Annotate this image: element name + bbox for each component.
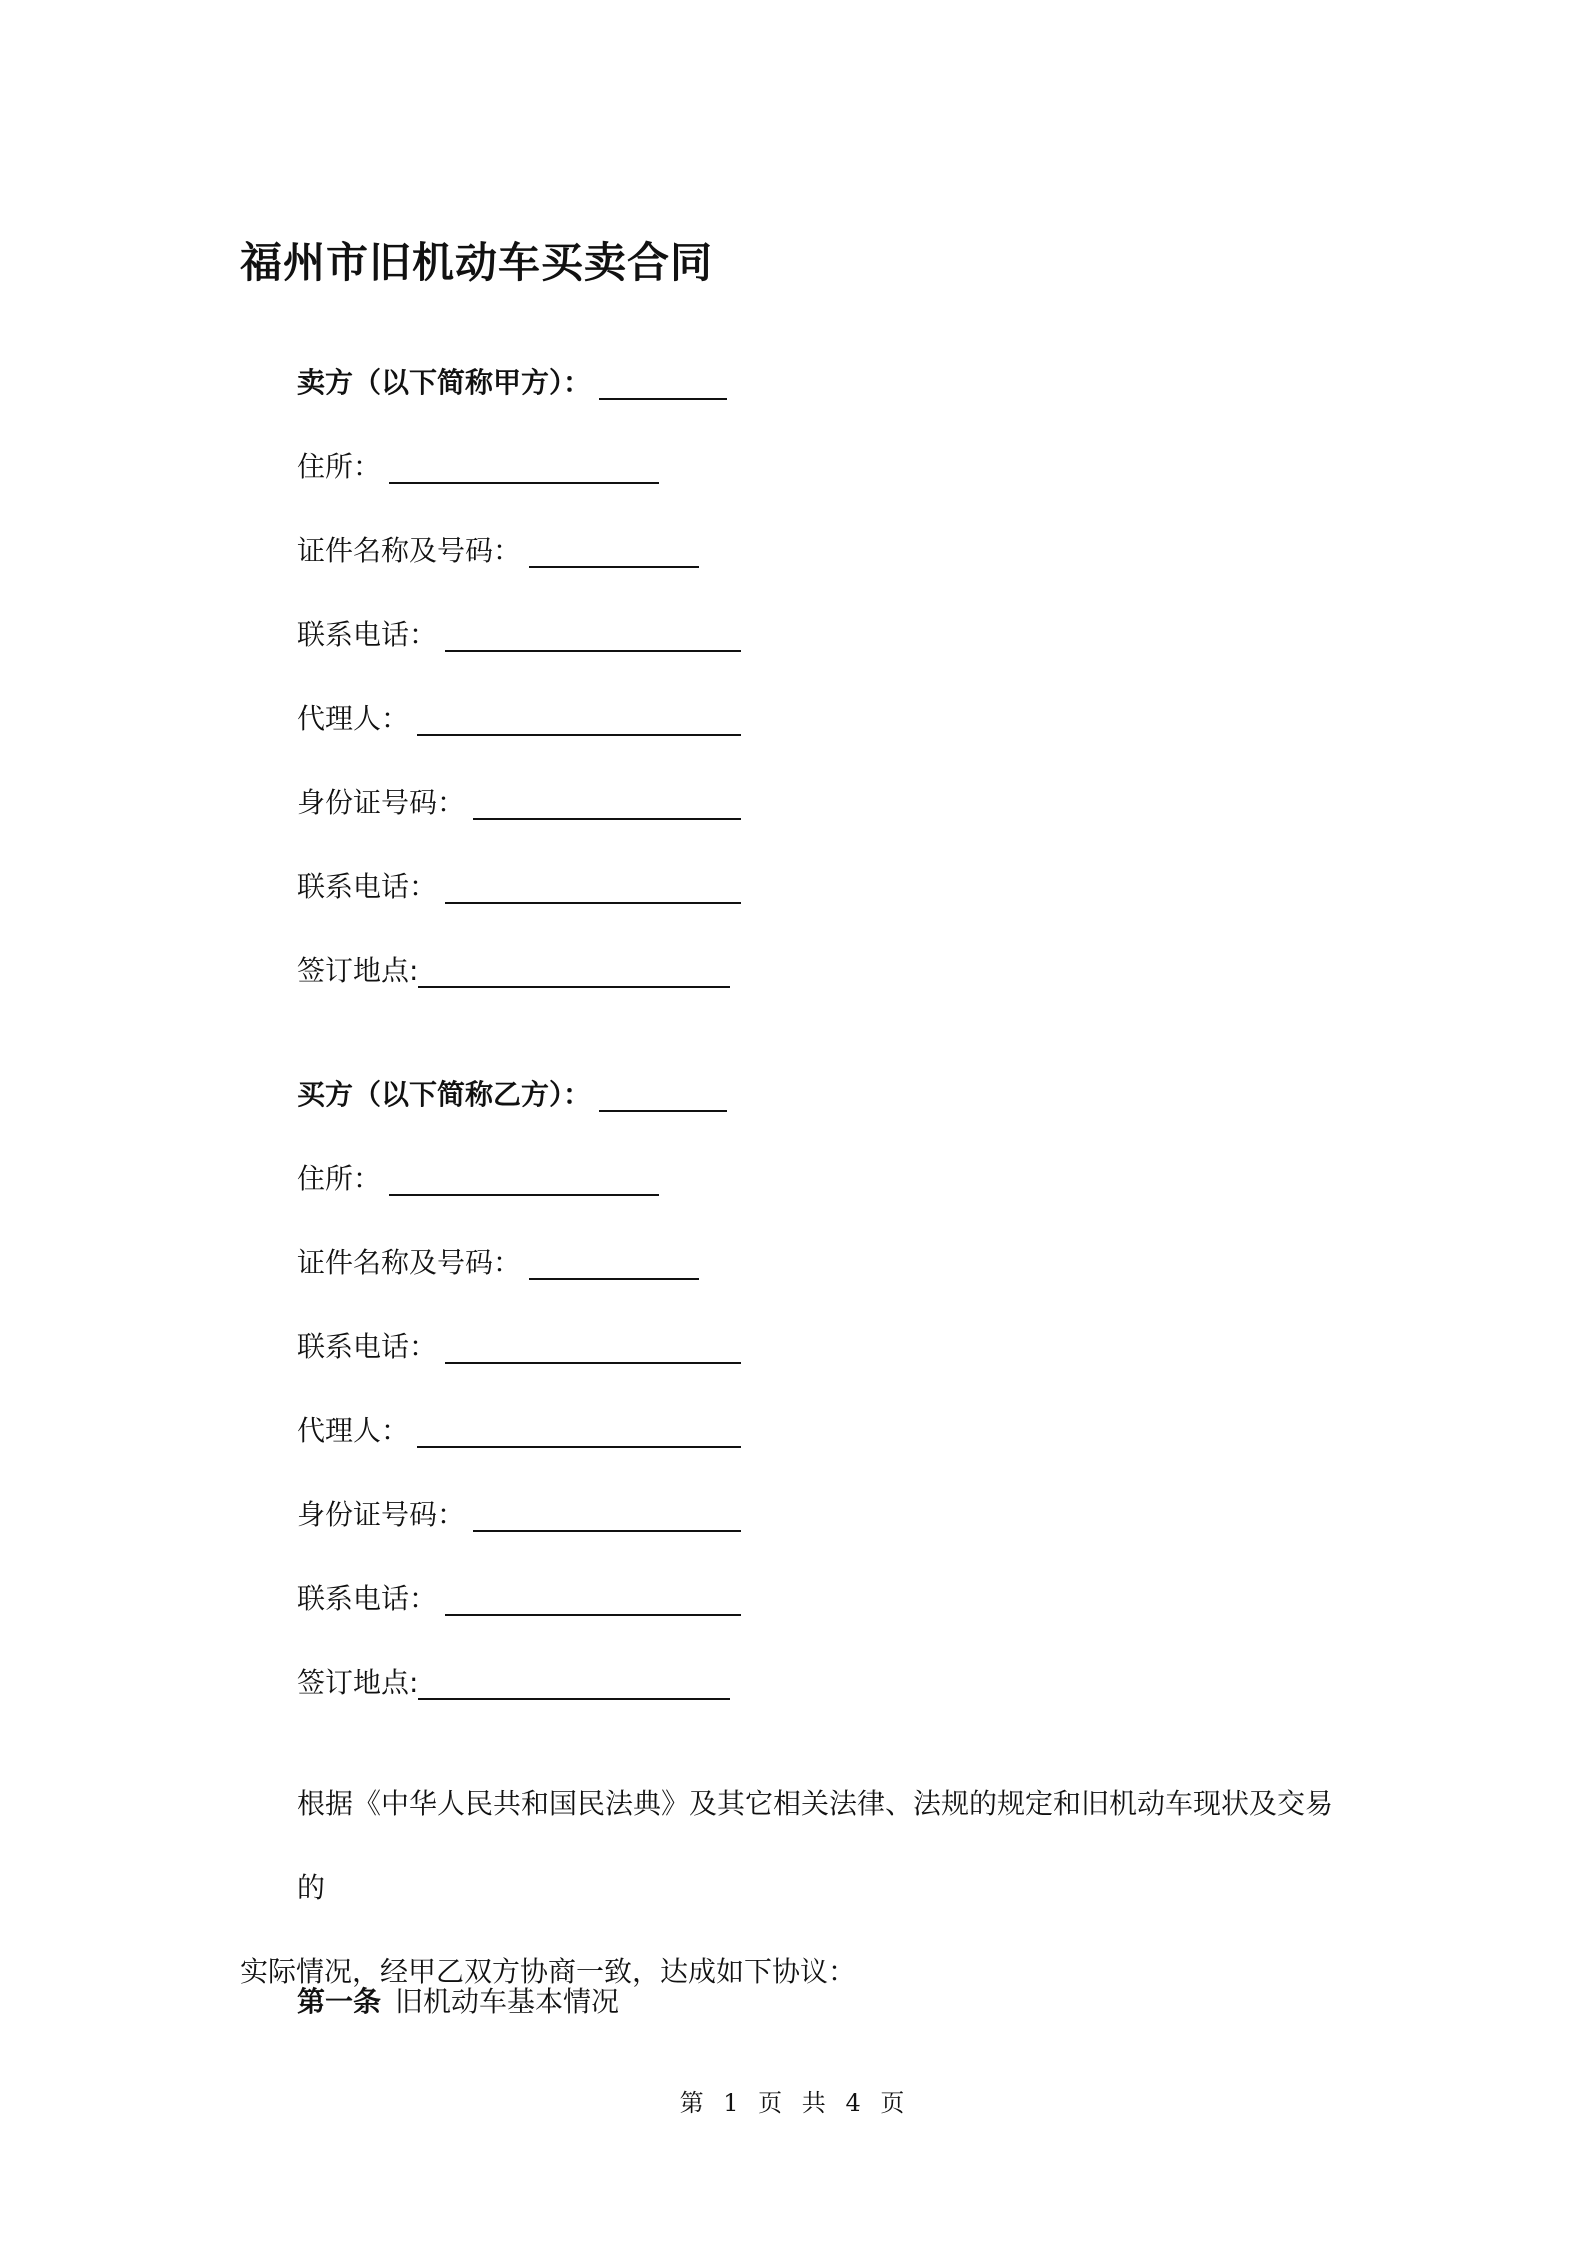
seller-phone2-blank[interactable] [445, 872, 741, 904]
seller-phone-label: 联系电话： [297, 618, 438, 651]
seller-phone-row [297, 612, 741, 652]
preamble-paragraph [240, 1762, 1350, 2014]
buyer-name-blank[interactable] [599, 1080, 727, 1112]
seller-agent-label: 代理人： [297, 702, 410, 735]
buyer-id-label: 证件名称及号码： [297, 1246, 522, 1279]
seller-address-blank[interactable] [389, 452, 659, 484]
buyer-heading: 买方（以下简称乙方）： [297, 1078, 592, 1111]
buyer-idcard-blank[interactable] [473, 1500, 741, 1532]
seller-phone-blank[interactable] [445, 620, 741, 652]
seller-id-label: 证件名称及号码： [297, 534, 522, 567]
seller-idcard-blank[interactable] [473, 788, 741, 820]
article-1-heading [297, 1982, 619, 2022]
buyer-phone-label: 联系电话： [297, 1330, 438, 1363]
buyer-id-row [297, 1240, 699, 1280]
seller-heading: 卖方（以下简称甲方）： [297, 366, 592, 399]
seller-agent-blank[interactable] [417, 704, 741, 736]
buyer-address-row [297, 1156, 659, 1196]
article-1-number: 第一条 [297, 1985, 382, 2018]
buyer-place-blank[interactable] [418, 1668, 730, 1700]
seller-place-label: 签订地点: [297, 954, 419, 987]
seller-address-label: 住所： [297, 450, 382, 483]
seller-address-row [297, 444, 659, 484]
page-footer: 第 1 页 共 4 页 [679, 2089, 907, 2117]
buyer-phone-row [297, 1324, 741, 1364]
seller-agent-row [297, 696, 741, 736]
seller-place-blank[interactable] [418, 956, 730, 988]
buyer-address-label: 住所： [297, 1162, 382, 1195]
seller-id-blank[interactable] [529, 536, 699, 568]
buyer-address-blank[interactable] [389, 1164, 659, 1196]
preamble-line-2: 实际情况，经甲乙双方协商一致，达成如下协议： [240, 1955, 857, 1988]
document-title: 福州市旧机动车买卖合同 [240, 238, 714, 287]
buyer-id-blank[interactable] [529, 1248, 699, 1280]
preamble-line-1: 根据《中华人民共和国民法典》及其它相关法律、法规的规定和旧机动车现状及交易的 [297, 1787, 1334, 1904]
seller-name-blank[interactable] [599, 368, 727, 400]
buyer-place-row [297, 1660, 730, 1700]
buyer-agent-blank[interactable] [417, 1416, 741, 1448]
seller-phone2-label: 联系电话： [297, 870, 438, 903]
seller-place-row [297, 948, 730, 988]
seller-idcard-label: 身份证号码： [297, 786, 466, 819]
article-1-title: 旧机动车基本情况 [395, 1985, 620, 2018]
buyer-agent-row [297, 1408, 741, 1448]
seller-id-row [297, 528, 699, 568]
buyer-place-label: 签订地点: [297, 1666, 419, 1699]
seller-phone2-row [297, 864, 741, 904]
buyer-phone2-label: 联系电话： [297, 1582, 438, 1615]
buyer-agent-label: 代理人： [297, 1414, 410, 1447]
seller-heading-row [297, 360, 727, 400]
buyer-idcard-row [297, 1492, 741, 1532]
buyer-heading-row [297, 1072, 727, 1112]
buyer-phone-blank[interactable] [445, 1332, 741, 1364]
seller-idcard-row [297, 780, 741, 820]
buyer-idcard-label: 身份证号码： [297, 1498, 466, 1531]
buyer-phone2-row [297, 1576, 741, 1616]
buyer-phone2-blank[interactable] [445, 1584, 741, 1616]
